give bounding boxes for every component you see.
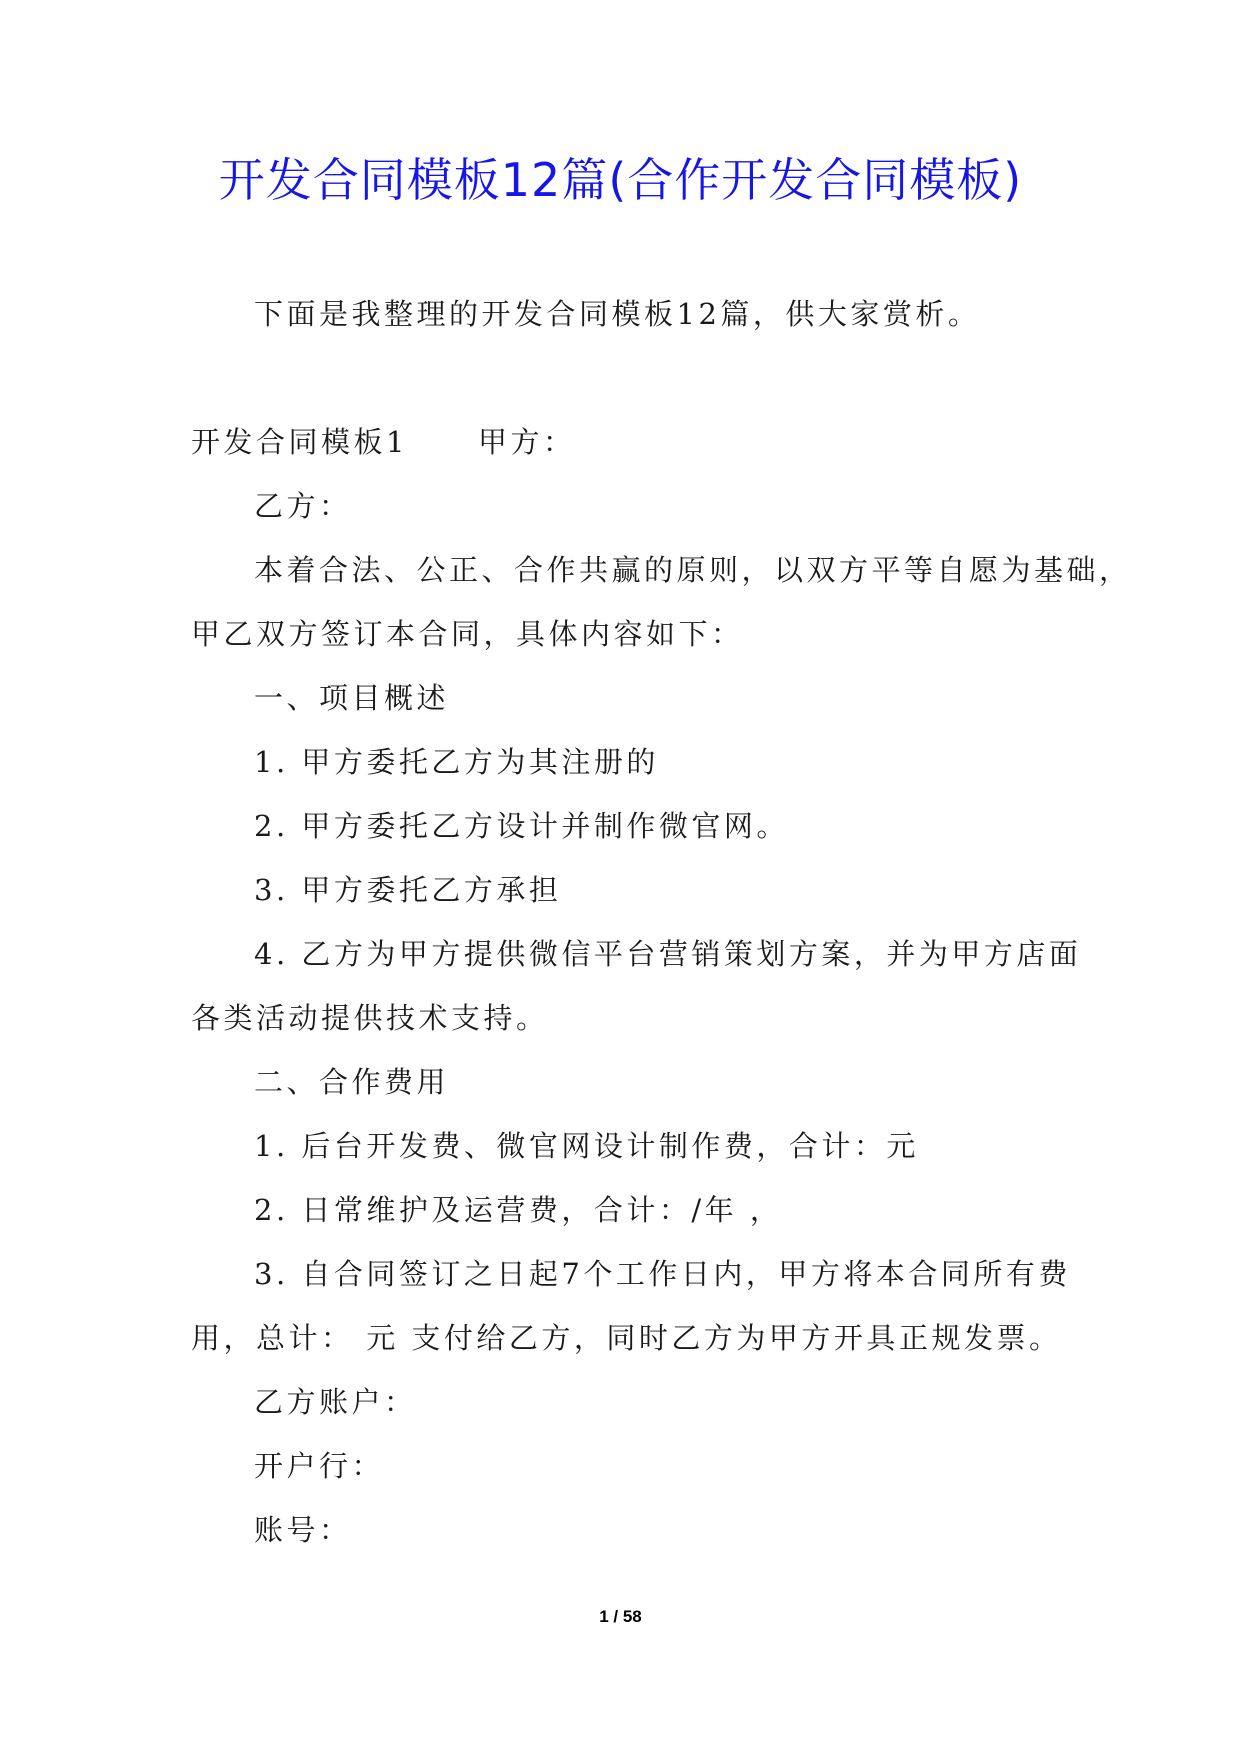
intro-paragraph: 下面是我整理的开发合同模板12篇，供大家赏析。: [254, 297, 981, 331]
list-item: 3. 自合同签订之日起7个工作日内，甲方将本合同所有费: [254, 1257, 1071, 1291]
list-item: 4. 乙方为甲方提供微信平台营销策划方案，并为甲方店面: [254, 937, 1082, 971]
list-item: 1. 后台开发费、微官网设计制作费，合计：元: [254, 1129, 919, 1163]
list-item: 1. 甲方委托乙方为其注册的: [254, 745, 659, 779]
page-number: 1 / 58: [599, 1607, 642, 1626]
section-heading: 开发合同模板1: [191, 425, 408, 459]
preamble-line-1: 本着合法、公正、合作共赢的原则，以双方平等自愿为基础，: [254, 553, 1132, 587]
list-item-continuation: 各类活动提供技术支持。: [191, 1001, 549, 1035]
preamble-line-2: 甲乙双方签订本合同，具体内容如下：: [191, 617, 744, 651]
part-1-heading: 一、项目概述: [254, 681, 450, 715]
list-item: 2. 甲方委托乙方设计并制作微官网。: [254, 809, 789, 843]
section-heading-line: [191, 422, 575, 462]
party-b-label: 乙方：: [254, 489, 352, 523]
list-item: 2. 日常维护及运营费，合计：/年 ，: [254, 1193, 783, 1227]
account-number-label: 账号：: [254, 1513, 352, 1547]
part-2-heading: 二、合作费用: [254, 1065, 450, 1099]
list-item: 3. 甲方委托乙方承担: [254, 873, 562, 907]
bank-label: 开户行：: [254, 1449, 385, 1483]
party-a-label: 甲方：: [477, 425, 576, 459]
account-label: 乙方账户：: [254, 1385, 417, 1419]
list-item-continuation: 用，总计： 元 支付给乙方，同时乙方为甲方开具正规发票。: [191, 1321, 1062, 1355]
document-title: 开发合同模板12篇(合作开发合同模板): [218, 153, 1023, 207]
